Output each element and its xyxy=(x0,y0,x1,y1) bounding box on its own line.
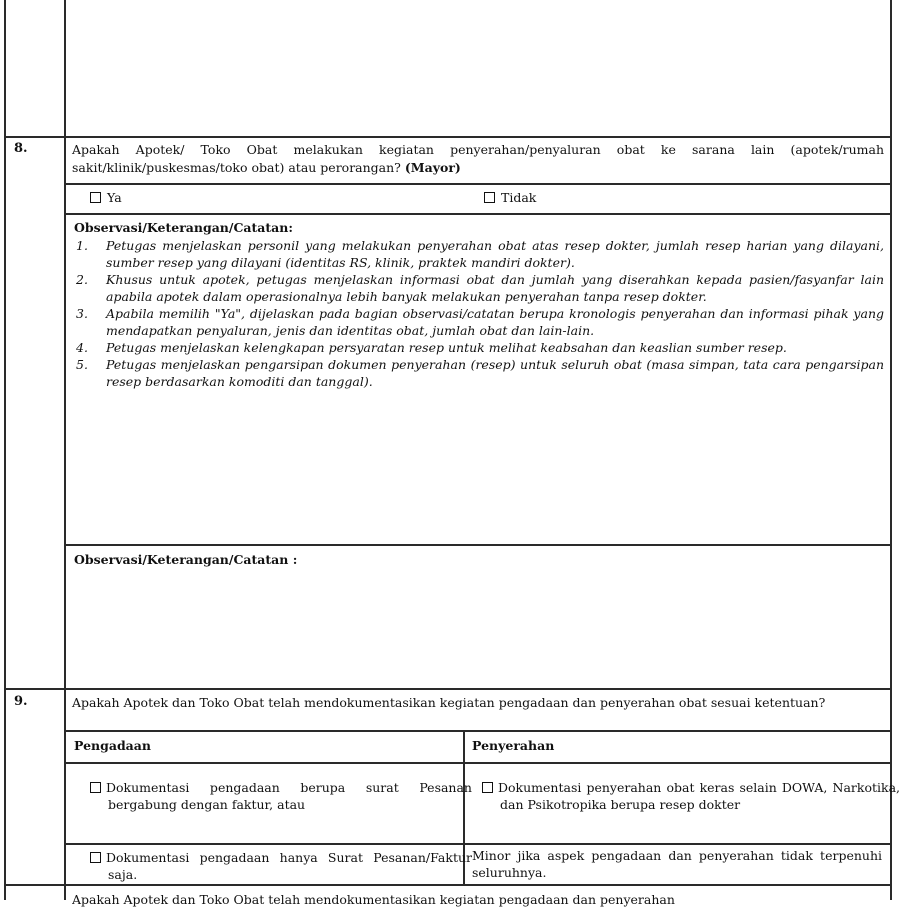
guidance-item: 1. Petugas menjelaskan personil yang melakukan penyerahan obat atas resep dokter, jumlah resep harian yang dilayani, sumber resep yang dilayani (identitas RS, klinik, praktek mandiri dokter). xyxy=(76,238,884,270)
q9-question-divider xyxy=(64,730,890,732)
q9-left-option-2-text: Dokumentasi pengadaan hanya Surat Pesanan/Faktur saja. xyxy=(106,850,472,882)
q9-left-option-1[interactable] xyxy=(90,779,472,813)
q9-options-divider xyxy=(64,843,890,845)
q8-notes-label[interactable]: Observasi/Keterangan/Catatan : xyxy=(74,552,298,567)
checkbox-icon[interactable] xyxy=(90,852,101,863)
guidance-item: 5. Petugas menjelaskan pengarsipan dokumen penyerahan (resep) untuk seluruh obat (masa simpan, tata cara pengarsipan resep berdasarkan komoditi dan tanggal). xyxy=(76,357,884,389)
q9-number: 9. xyxy=(14,694,28,709)
q8-option-yes[interactable] xyxy=(90,190,122,205)
q8-question-text: Apakah Apotek/ Toko Obat melakukan kegiatan penyerahan/penyaluran obat ke sarana lain (apotek/rumah sakit/klinik/puskesmas/toko obat) atau perorangan? xyxy=(72,142,884,175)
q9-minor-note: Minor jika aspek pengadaan dan penyerahan tidak terpenuhi seluruhnya. xyxy=(472,848,882,880)
q8-guidance-divider xyxy=(64,544,890,546)
guidance-item: 2. Khusus untuk apotek, petugas menjelaskan informasi obat dan jumlah yang diserahkan kepada pasien/fasyanfar lain apabila apotek dalam operasionalnya lebih banyak melakukan penyerahan tanpa resep dokter. xyxy=(76,272,884,304)
q8-severity: (Mayor) xyxy=(404,160,461,175)
row-divider-top-q8 xyxy=(4,136,892,138)
q8-guidance-title: Observasi/Keterangan/Catatan: xyxy=(74,220,293,235)
q9-left-option-1-text: Dokumentasi pengadaan berupa surat Pesanan bergabung dengan faktur, atau xyxy=(106,780,472,812)
q8-option-no[interactable] xyxy=(484,190,536,205)
q9-right-option-1[interactable] xyxy=(482,779,900,813)
q8-options-divider xyxy=(64,213,890,215)
q8-option-no-label: Tidak xyxy=(501,190,537,205)
checkbox-icon[interactable] xyxy=(482,782,493,793)
table-right-border xyxy=(890,0,892,900)
q8-question xyxy=(72,141,884,177)
checkbox-icon[interactable] xyxy=(90,782,101,793)
q9-question: Apakah Apotek dan Toko Obat telah mendokumentasikan kegiatan pengadaan dan penyerahan obat sesuai ketentuan? xyxy=(72,695,826,710)
q9-right-option-1-text: Dokumentasi penyerahan obat keras selain DOWA, Narkotika, dan Psikotropika berupa resep dokter xyxy=(498,780,900,812)
guidance-item: 4. Petugas menjelaskan kelengkapan persyaratan resep untuk melihat keabsahan dan keaslian sumber resep. xyxy=(76,340,787,355)
table-left-border xyxy=(4,0,6,900)
q8-option-yes-label: Ya xyxy=(107,190,122,205)
q9-header-divider xyxy=(64,762,890,764)
q8-number: 8. xyxy=(14,141,28,156)
q9-left-option-2[interactable] xyxy=(90,849,472,883)
q8-question-divider xyxy=(64,183,890,185)
q9-column-header-penyerahan: Penyerahan xyxy=(472,738,555,753)
guidance-item: 3. Apabila memilih "Ya", dijelaskan pada bagian observasi/catatan berupa kronologis penyerahan dan informasi pihak yang mendapatkan penyaluran, jenis dan identitas obat, jumlah obat dan lain-lain. xyxy=(76,306,884,338)
checkbox-icon[interactable] xyxy=(90,192,101,203)
q9-column-header-pengadaan: Pengadaan xyxy=(74,738,151,753)
next-row-fragment: Apakah Apotek dan Toko Obat telah mendokumentasikan kegiatan pengadaan dan penyerahan xyxy=(72,892,675,907)
checkbox-icon[interactable] xyxy=(484,192,495,203)
q8-guidance-list xyxy=(72,237,884,390)
row-divider-top-q9 xyxy=(4,688,892,690)
row-divider-bottom-q9 xyxy=(4,884,892,886)
table-number-column-divider xyxy=(64,0,66,900)
